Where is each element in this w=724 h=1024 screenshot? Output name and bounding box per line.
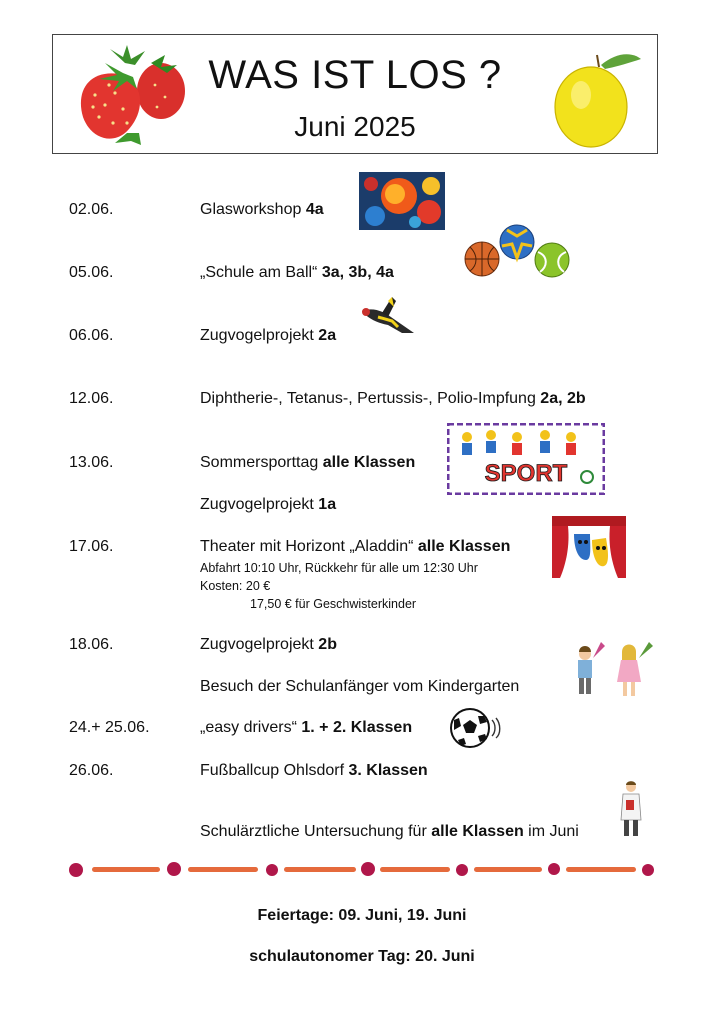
event-text: Fußballcup Ohlsdorf 3. Klassen (200, 762, 428, 779)
header-box (52, 34, 658, 154)
soccer-ball-icon (448, 706, 502, 750)
event-detail: 17,50 € für Geschwisterkinder (250, 597, 417, 611)
event-text: Zugvogelprojekt 1a (200, 496, 337, 513)
autonomous-day-note: schulautonomer Tag: 20. Juni (249, 948, 475, 965)
event-text: Glasworkshop 4a (200, 201, 324, 218)
event-text: Zugvogelprojekt 2b (200, 636, 337, 653)
page-title: WAS IST LOS ? (208, 53, 502, 97)
event-date: 18.06. (69, 636, 114, 653)
theater-curtain-icon (552, 516, 626, 578)
doctor-icon (618, 780, 644, 838)
event-date: 13.06. (69, 454, 114, 471)
balls-icon (462, 222, 572, 280)
event-detail: Kosten: 20 € (200, 579, 271, 593)
event-date: 05.06. (69, 264, 114, 281)
event-text: Sommersporttag alle Klassen (200, 454, 416, 471)
event-date: 24.+ 25.06. (69, 719, 150, 736)
event-text: Theater mit Horizont „Aladdin“ alle Klassen (200, 538, 511, 555)
glass-art-image (359, 172, 445, 230)
bird-icon (358, 293, 420, 339)
event-text: Schulärztliche Untersuchung für alle Klassen im Juni (200, 823, 579, 840)
event-text: Diphtherie-, Tetanus-, Pertussis-, Polio-Impfung 2a, 2b (200, 390, 586, 407)
event-date: 26.06. (69, 762, 114, 779)
event-date: 12.06. (69, 390, 114, 407)
event-text: Zugvogelprojekt 2a (200, 327, 337, 344)
event-date: 06.06. (69, 327, 114, 344)
event-text: Besuch der Schulanfänger vom Kindergarten (200, 678, 520, 695)
sport-banner-image (447, 423, 605, 495)
school-starters-icon (567, 640, 659, 700)
event-date: 17.06. (69, 538, 114, 555)
decorative-divider (64, 858, 660, 882)
lemon-icon (549, 47, 649, 151)
page-subtitle: Juni 2025 (294, 111, 416, 142)
event-date: 02.06. (69, 201, 114, 218)
event-text: „easy drivers“ 1. + 2. Klassen (200, 719, 413, 736)
holidays-note: Feiertage: 09. Juni, 19. Juni (257, 907, 467, 924)
event-text: „Schule am Ball“ 3a, 3b, 4a (200, 264, 394, 281)
sport-banner-text: SPORT (484, 460, 568, 487)
event-detail: Abfahrt 10:10 Uhr, Rückkehr für alle um 12:30 Uhr (200, 561, 478, 575)
